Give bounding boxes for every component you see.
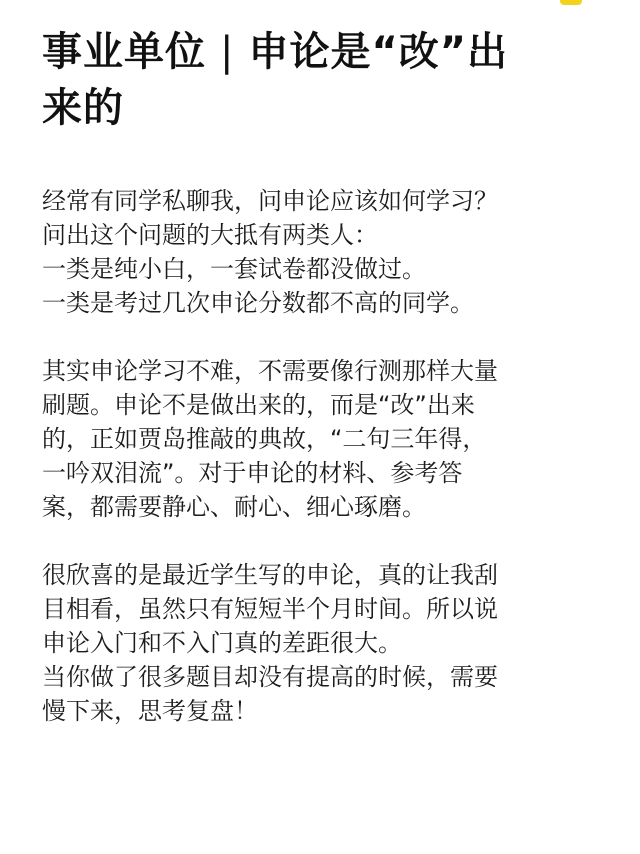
text-line: 慢下来，思考复盘！ bbox=[42, 697, 258, 725]
title-part-1: 事业单位 bbox=[42, 29, 206, 75]
title-part-2: 申论是“改”出 bbox=[248, 29, 509, 75]
text-line: 申论入门和不入门真的差距很大。 bbox=[42, 629, 402, 657]
text-line: 刷题。申论不是做出来的，而是“改”出来 bbox=[42, 391, 475, 419]
text-line: 很欣喜的是最近学生写的申论，真的让我刮 bbox=[42, 561, 498, 589]
text-line: 问出这个问题的大抵有两类人： bbox=[42, 221, 378, 249]
top-accent-bar bbox=[560, 0, 582, 5]
article-title bbox=[42, 24, 612, 136]
title-part-3: 来的 bbox=[42, 85, 124, 131]
paragraph-2 bbox=[42, 354, 622, 524]
text-line: 当你做了很多题目却没有提高的时候，需要 bbox=[42, 663, 498, 691]
text-line: 其实申论学习不难，不需要像行测那样大量 bbox=[42, 357, 498, 385]
text-line: 经常有同学私聊我，问申论应该如何学习？ bbox=[42, 187, 498, 215]
text-line: 目相看，虽然只有短短半个月时间。所以说 bbox=[42, 595, 498, 623]
title-separator: | bbox=[220, 29, 235, 75]
text-line: 一类是纯小白，一套试卷都没做过。 bbox=[42, 255, 426, 283]
text-line: 一类是考过几次申论分数都不高的同学。 bbox=[42, 289, 474, 317]
article-body bbox=[42, 184, 622, 762]
text-line: 的，正如贾岛推敲的典故，“二句三年得， bbox=[42, 425, 487, 453]
paragraph-3 bbox=[42, 558, 622, 728]
text-line: 案，都需要静心、耐心、细心琢磨。 bbox=[42, 493, 426, 521]
paragraph-1 bbox=[42, 184, 622, 320]
text-line: 一吟双泪流”。对于申论的材料、参考答 bbox=[42, 459, 463, 487]
